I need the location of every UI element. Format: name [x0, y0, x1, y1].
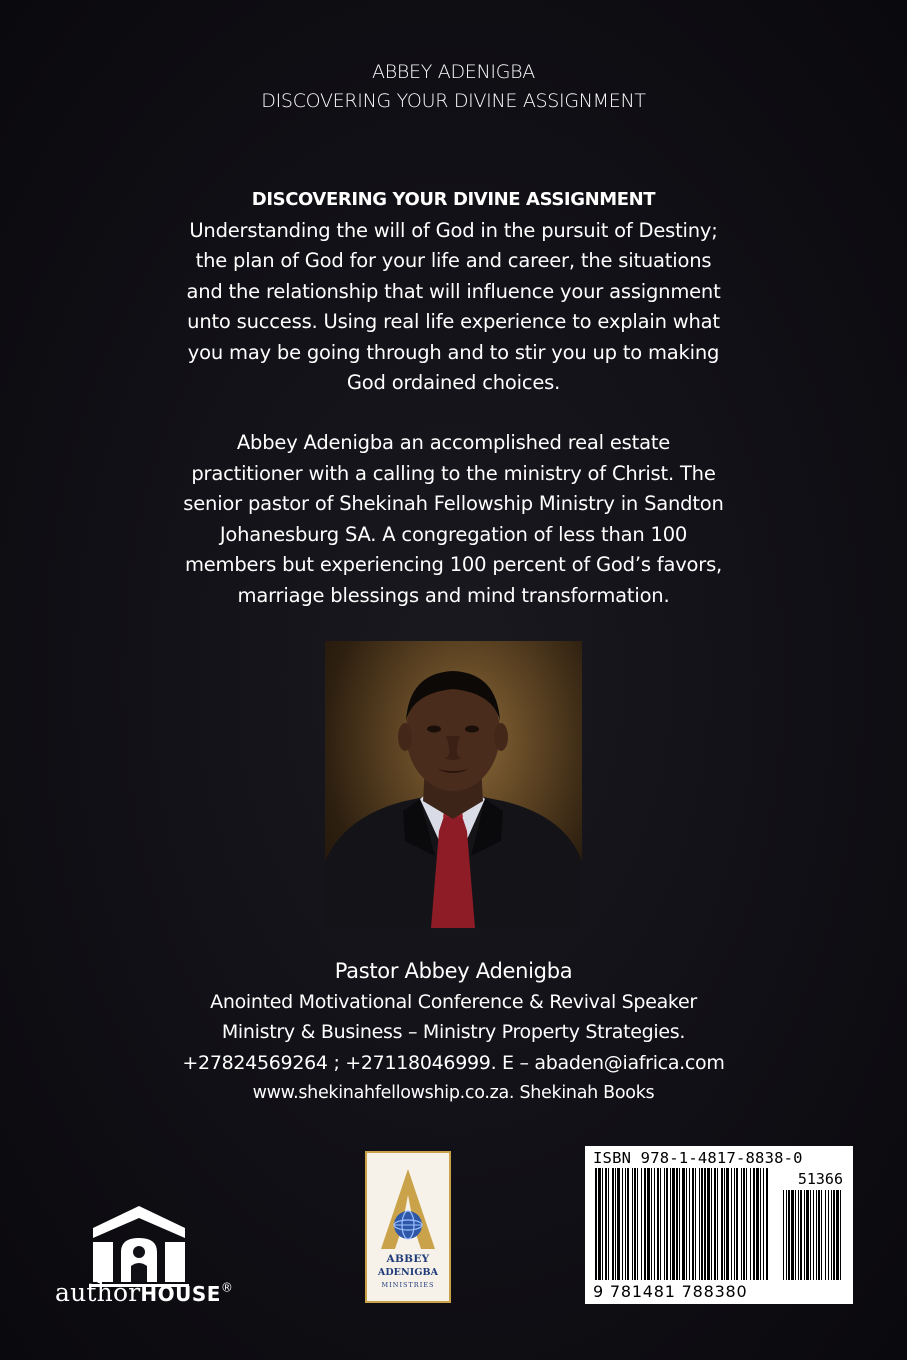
- barcode-bar: [622, 1168, 623, 1280]
- barcode-bar: [750, 1168, 751, 1280]
- barcode-addon-bar: [786, 1190, 787, 1280]
- blurb-line: you may be going through and to stir you up to making: [187, 340, 720, 364]
- barcode-addon-bar: [821, 1190, 822, 1280]
- book-title: DISCOVERING YOUR DIVINE ASSIGNMENT: [261, 90, 646, 112]
- barcode-bar: [651, 1168, 652, 1280]
- ministry-a-globe-icon: [375, 1165, 441, 1253]
- barcode-bar: [760, 1168, 761, 1280]
- barcode-bar: [707, 1168, 710, 1280]
- barcode-bar: [617, 1168, 620, 1280]
- blurb-line: and the relationship that will influence your assignment: [186, 279, 721, 303]
- barcode-bar: [756, 1168, 759, 1280]
- barcode-bar: [711, 1168, 712, 1280]
- barcode-bar: [602, 1168, 603, 1280]
- cover-header: [0, 58, 907, 116]
- barcode-addon-bar: [806, 1190, 809, 1280]
- barcode-addon-bar: [833, 1190, 835, 1280]
- barcode-addon-bar: [800, 1190, 802, 1280]
- blurb-line: the plan of God for your life and career, the situations: [195, 249, 712, 272]
- barcode-bars: [585, 1146, 853, 1304]
- bio-line: Johanesburg SA. A congregation of less than 100: [219, 522, 688, 546]
- isbn-barcode: [585, 1146, 853, 1304]
- barcode-addon-bar: [831, 1190, 832, 1280]
- barcode-bar: [724, 1168, 725, 1280]
- registered-mark: ®: [220, 1280, 234, 1295]
- author-portrait-illustration: [325, 641, 582, 928]
- barcode-addon-bar: [825, 1190, 826, 1280]
- barcode-bar: [686, 1168, 687, 1280]
- bio-line: members but experiencing 100 percent of God’s favors,: [184, 553, 723, 576]
- barcode-digits: 9 781481 788380: [593, 1282, 748, 1301]
- barcode-addon-bar: [818, 1190, 820, 1280]
- barcode-bar: [741, 1168, 742, 1280]
- barcode-bar: [701, 1168, 703, 1280]
- contact-website: www.shekinahfellowship.co.za. Shekinah Books: [252, 1083, 655, 1103]
- authorhouse-word-author: author: [55, 1278, 141, 1307]
- barcode-bar: [598, 1168, 601, 1280]
- contact-phone-email: +27824569264 ; +27118046999. E – abaden@iafrica.com: [182, 1051, 725, 1074]
- barcode-bar: [627, 1168, 629, 1280]
- barcode-addon-bar: [795, 1190, 796, 1280]
- blurb-line: God ordained choices.: [346, 371, 561, 394]
- barcode-addon-bar: [783, 1190, 784, 1280]
- bio-line: senior pastor of Shekinah Fellowship Ministry in Sandton: [183, 492, 724, 515]
- barcode-bar: [660, 1168, 661, 1280]
- barcode-bar: [605, 1168, 607, 1280]
- barcode-bar: [641, 1168, 642, 1280]
- barcode-bar: [634, 1168, 636, 1280]
- barcode-bar: [714, 1168, 716, 1280]
- barcode-addon-bar: [836, 1190, 839, 1280]
- blurb-line: unto success. Using real life experience to explain what: [187, 310, 720, 333]
- bio-line: Abbey Adenigba an accomplished real estate: [236, 431, 671, 454]
- barcode-bar: [672, 1168, 675, 1280]
- barcode-bar: [595, 1168, 597, 1280]
- barcode-addon-bar: [791, 1190, 794, 1280]
- barcode-bar: [644, 1168, 646, 1280]
- book-blurb: [100, 185, 807, 399]
- barcode-bar: [615, 1168, 616, 1280]
- barcode-addon-bar: [840, 1190, 841, 1280]
- barcode-bar: [692, 1168, 694, 1280]
- barcode-addon-bar: [788, 1190, 790, 1280]
- barcode-bar: [679, 1168, 680, 1280]
- barcode-bar: [766, 1168, 768, 1280]
- author-bio: [100, 428, 807, 611]
- barcode-bar: [763, 1168, 764, 1280]
- barcode-bar: [632, 1168, 633, 1280]
- barcode-bar: [612, 1168, 614, 1280]
- barcode-bar: [666, 1168, 668, 1280]
- barcode-bar: [608, 1168, 609, 1280]
- barcode-bar: [717, 1168, 718, 1280]
- barcode-bar: [753, 1168, 755, 1280]
- barcode-bar: [704, 1168, 706, 1280]
- authorhouse-wordmark: [55, 1278, 240, 1307]
- barcode-addon-bar: [813, 1190, 814, 1280]
- blurb-line: Understanding the will of God in the pursuit of Destiny;: [189, 218, 718, 242]
- contact-name: Pastor Abbey Adenigba: [334, 959, 573, 983]
- blurb-heading: DISCOVERING YOUR DIVINE ASSIGNMENT: [251, 189, 656, 210]
- ministry-line-1: ABBEY: [386, 1253, 430, 1265]
- bio-line: marriage blessings and mind transformation.: [237, 583, 670, 607]
- contact-role: Anointed Motivational Conference & Revival Speaker: [210, 990, 697, 1013]
- barcode-addon-bar: [798, 1190, 799, 1280]
- ministry-line-3: MINISTRIES: [381, 1281, 435, 1289]
- author-photo: [325, 641, 582, 928]
- author-name: ABBEY ADENIGBA: [372, 61, 535, 83]
- barcode-bar: [657, 1168, 659, 1280]
- barcode-bar: [746, 1168, 747, 1280]
- bio-line: practitioner with a calling to the ministry of Christ. The: [191, 461, 716, 485]
- isbn-label: ISBN 978-1-4817-8838-0: [593, 1149, 803, 1167]
- price-code: 51366: [797, 1170, 843, 1188]
- abbey-adenigba-ministries-logo: [365, 1151, 451, 1303]
- barcode-bar: [689, 1168, 690, 1280]
- contact-business: Ministry & Business – Ministry Property Strategies.: [221, 1021, 686, 1043]
- author-contact: [100, 956, 807, 1109]
- barcode-bar: [736, 1168, 738, 1280]
- barcode-bar: [743, 1168, 745, 1280]
- barcode-bar: [731, 1168, 732, 1280]
- barcode-bar: [647, 1168, 650, 1280]
- barcode-addon-bar: [804, 1190, 805, 1280]
- barcode-bar: [682, 1168, 685, 1280]
- barcode-bar: [664, 1168, 665, 1280]
- barcode-bar: [654, 1168, 655, 1280]
- barcode-addon-bar: [810, 1190, 811, 1280]
- ministry-line-2: ADENIGBA: [377, 1267, 439, 1278]
- barcode-bar: [734, 1168, 735, 1280]
- barcode-addon-bar: [816, 1190, 817, 1280]
- barcode-bar: [676, 1168, 678, 1280]
- barcode-bar: [695, 1168, 696, 1280]
- barcode-addon-bar: [828, 1190, 829, 1280]
- barcode-bar: [726, 1168, 729, 1280]
- barcode-bar: [625, 1168, 626, 1280]
- authorhouse-word-house: HOUSE: [140, 1282, 221, 1306]
- barcode-bar: [637, 1168, 638, 1280]
- barcode-bar: [699, 1168, 700, 1280]
- barcode-bar: [721, 1168, 723, 1280]
- barcode-bar: [670, 1168, 671, 1280]
